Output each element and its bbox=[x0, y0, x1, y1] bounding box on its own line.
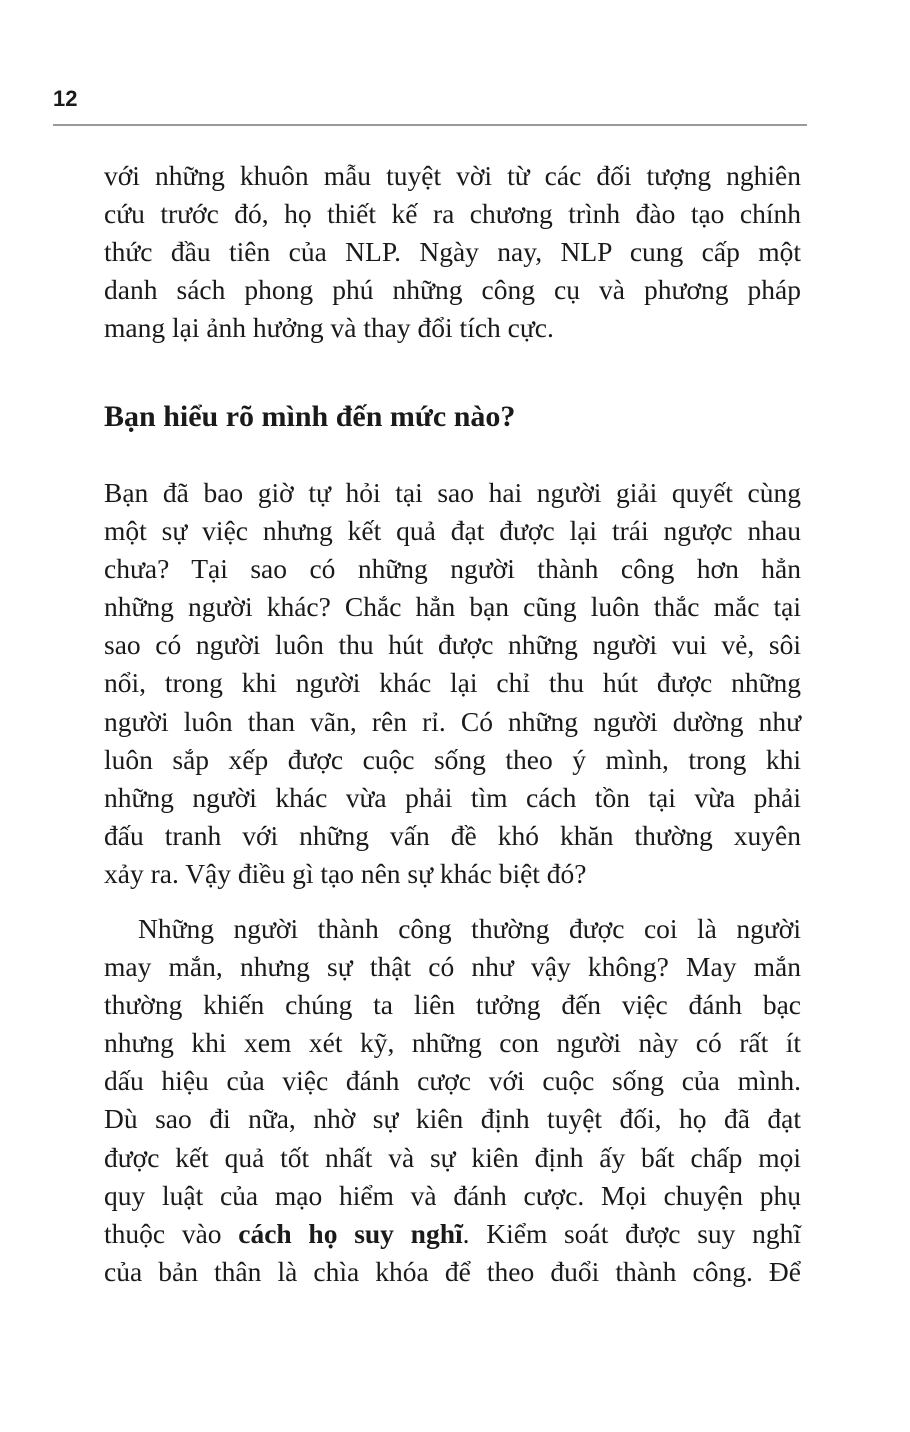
text-run: . Kiểm soát được suy nghĩ bbox=[462, 1217, 801, 1249]
paragraph-line: người luôn than vãn, rên rỉ. Có những người dường như bbox=[104, 705, 801, 737]
paragraph-line: thức đầu tiên của NLP. Ngày nay, NLP cung cấp một bbox=[104, 236, 801, 268]
text-run: thuộc vào bbox=[104, 1217, 239, 1249]
paragraph-line: dấu hiệu của việc đánh cược với cuộc sống của mình. bbox=[104, 1065, 801, 1097]
paragraph-line: nổi, trong khi người khác lại chỉ thu hút được những bbox=[104, 667, 801, 699]
paragraph-line: những người khác vừa phải tìm cách tồn tại vừa phải bbox=[104, 781, 801, 813]
paragraph-line: những người khác? Chắc hẳn bạn cũng luôn thắc mắc tại bbox=[104, 591, 801, 623]
paragraph-line: may mắn, nhưng sự thật có như vậy không? May mắn bbox=[104, 951, 801, 983]
paragraph-1 bbox=[104, 157, 801, 347]
paragraph-line: Bạn đã bao giờ tự hỏi tại sao hai người giải quyết cùng bbox=[104, 477, 801, 508]
paragraph-line: sao có người luôn thu hút được những người vui vẻ, sôi bbox=[104, 629, 801, 661]
paragraph-line: với những khuôn mẫu tuyệt vời từ các đối tượng nghiên bbox=[104, 160, 801, 191]
paragraph-line: đấu tranh với những vấn đề khó khăn thường xuyên bbox=[104, 819, 801, 851]
paragraph-3 bbox=[104, 910, 801, 1291]
header-rule bbox=[53, 124, 807, 126]
paragraph-line: danh sách phong phú những công cụ và phương pháp bbox=[104, 274, 801, 306]
paragraph-line: của bản thân là chìa khóa để theo đuổi thành công. Để bbox=[104, 1255, 801, 1287]
paragraph-line: được kết quả tốt nhất và sự kiên định ấy bất chấp mọi bbox=[104, 1141, 801, 1173]
paragraph-line: luôn sắp xếp được cuộc sống theo ý mình, trong khi bbox=[104, 743, 801, 775]
paragraph-2 bbox=[104, 474, 801, 893]
paragraph-line: Những người thành công thường được coi là người bbox=[138, 913, 801, 944]
paragraph-line: mang lại ảnh hưởng và thay đổi tích cực. bbox=[104, 312, 554, 344]
section-heading: Bạn hiểu rõ mình đến mức nào? bbox=[104, 400, 516, 433]
paragraph-line: xảy ra. Vậy điều gì tạo nên sự khác biệt đó? bbox=[104, 857, 587, 889]
paragraph-line: một sự việc nhưng kết quả đạt được lại trái ngược nhau bbox=[104, 515, 801, 547]
paragraph-line: Dù sao đi nữa, nhờ sự kiên định tuyệt đối, họ đã đạt bbox=[104, 1103, 801, 1135]
paragraph-line: chưa? Tại sao có những người thành công hơn hẳn bbox=[104, 553, 801, 585]
emphasis-text: cách họ suy nghĩ bbox=[238, 1217, 463, 1249]
page-number: 12 bbox=[53, 86, 78, 111]
paragraph-line: thường khiến chúng ta liên tưởng đến việc đánh bạc bbox=[104, 989, 801, 1021]
paragraph-line: cứu trước đó, họ thiết kế ra chương trình đào tạo chính bbox=[104, 198, 801, 230]
paragraph-line: quy luật của mạo hiểm và đánh cược. Mọi chuyện phụ bbox=[104, 1179, 801, 1211]
paragraph-line: nhưng khi xem xét kỹ, những con người này có rất ít bbox=[104, 1027, 801, 1059]
paragraph-line-with-emphasis bbox=[104, 1215, 801, 1253]
